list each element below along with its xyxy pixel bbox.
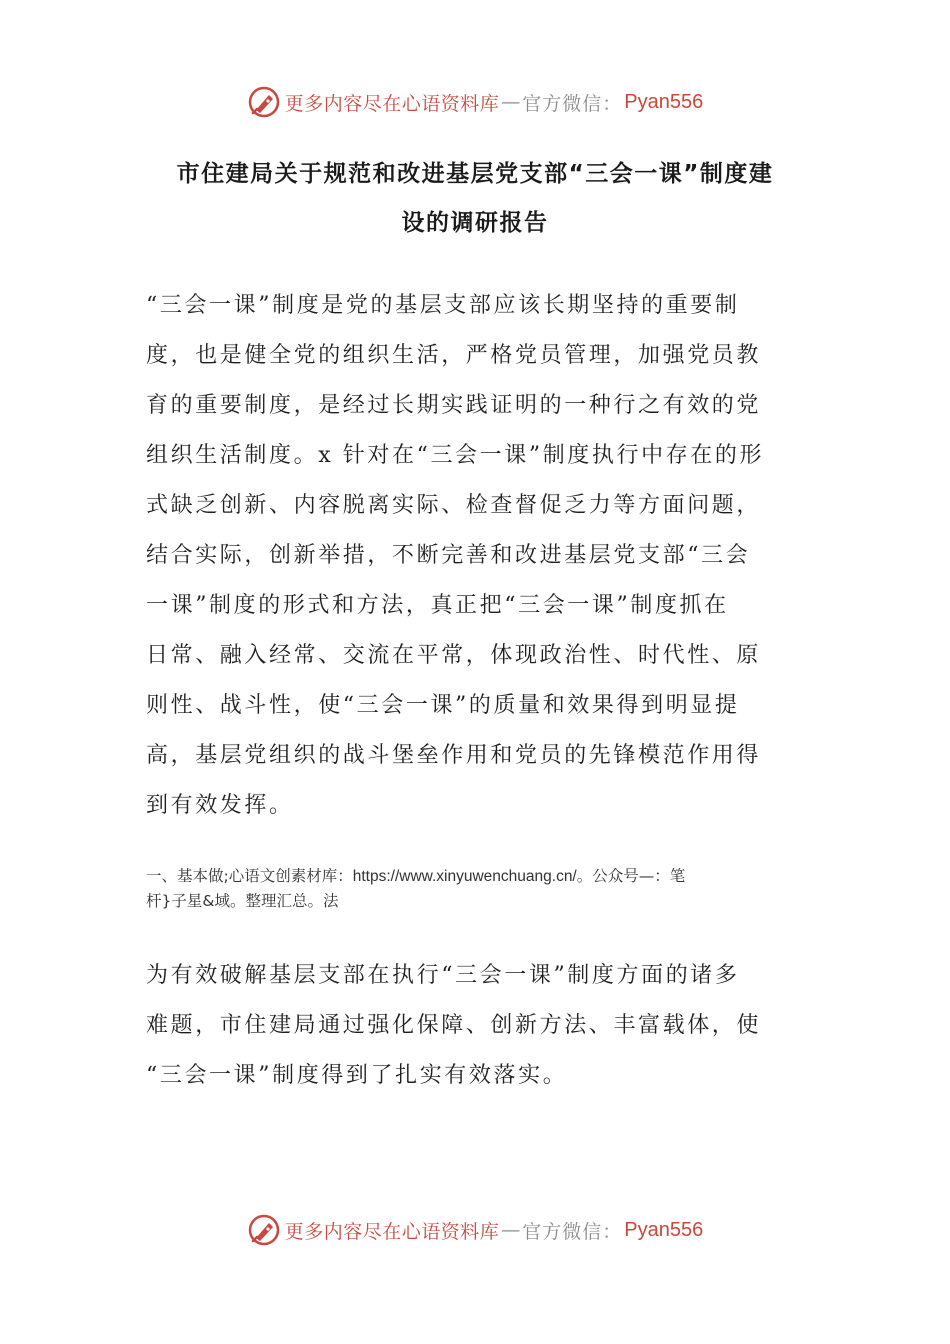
paragraph-line: 式缺乏创新、内容脱离实际、检查督促乏力等方面问题， [146,493,762,518]
pen-nib-logo-icon [247,1213,281,1247]
banner-main-text: 更多内容尽在心语资料库 [284,1220,500,1243]
paragraph-line: 结合实际，创新举措，不断完善和改进基层党支部“三会 [146,543,751,568]
note-url-link[interactable]: https://www.xinyuwenchuang.cn/ [352,868,577,885]
note-line [146,864,806,889]
paragraph-line: 则性、战斗性，使“三会一课”的质量和效果得到明显提 [146,693,740,718]
section-heading-note [146,864,806,913]
title-line: 设的调研报告 [401,210,549,236]
banner-wechat-id: Pyan556 [624,90,704,113]
body-paragraph [146,951,806,1101]
paragraph-line: “三会一课”制度是党的基层支部应该长期坚持的重要制 [146,293,740,318]
banner-official-label: 官方微信： [522,92,623,115]
paragraph-line: 组织生活制度。x 针对在“三会一课”制度执行中存在的形 [146,443,765,468]
banner-official-label: 官方微信： [522,1220,623,1243]
header-banner [0,82,950,122]
note-line: 杆}子星&域。整理汇总。法 [146,892,339,910]
banner-wechat-id: Pyan556 [624,1218,704,1241]
banner-dash: — [501,1219,521,1241]
paragraph-line: 难题，市住建局通过强化保障、创新方法、丰富载体，使 [146,1013,762,1038]
paragraph-line: 日常、融入经常、交流在平常，体现政治性、时代性、原 [146,643,762,668]
paragraph-line: 为有效破解基层支部在执行“三会一课”制度方面的诸多 [146,963,740,988]
paragraph-line: “三会一课”制度得到了扎实有效落实。 [146,1063,568,1088]
note-suffix: 。公众号—：笔 [576,867,686,885]
paragraph-line: 高，基层党组织的战斗堡垒作用和党员的先锋模范作用得 [146,743,762,768]
paragraph-line: 一课”制度的形式和方法，真正把“三会一课”制度抓在 [146,593,729,618]
paragraph-line: 育的重要制度，是经过长期实践证明的一种行之有效的党 [146,393,762,418]
banner-dash: — [501,91,521,113]
paragraph-line: 度，也是健全党的组织生活，严格党员管理，加强党员教 [146,343,762,368]
title-line: 市住建局关于规范和改进基层党支部“三会一课”制度建 [176,161,774,187]
document-title [148,150,802,248]
paragraph-line: 到有效发挥。 [146,793,294,818]
footer-banner [0,1210,950,1250]
banner-main-text: 更多内容尽在心语资料库 [284,92,500,115]
note-prefix: 一、基本做;心语文创素材库： [146,867,353,885]
pen-nib-logo-icon [247,85,281,119]
intro-paragraph [146,281,806,831]
